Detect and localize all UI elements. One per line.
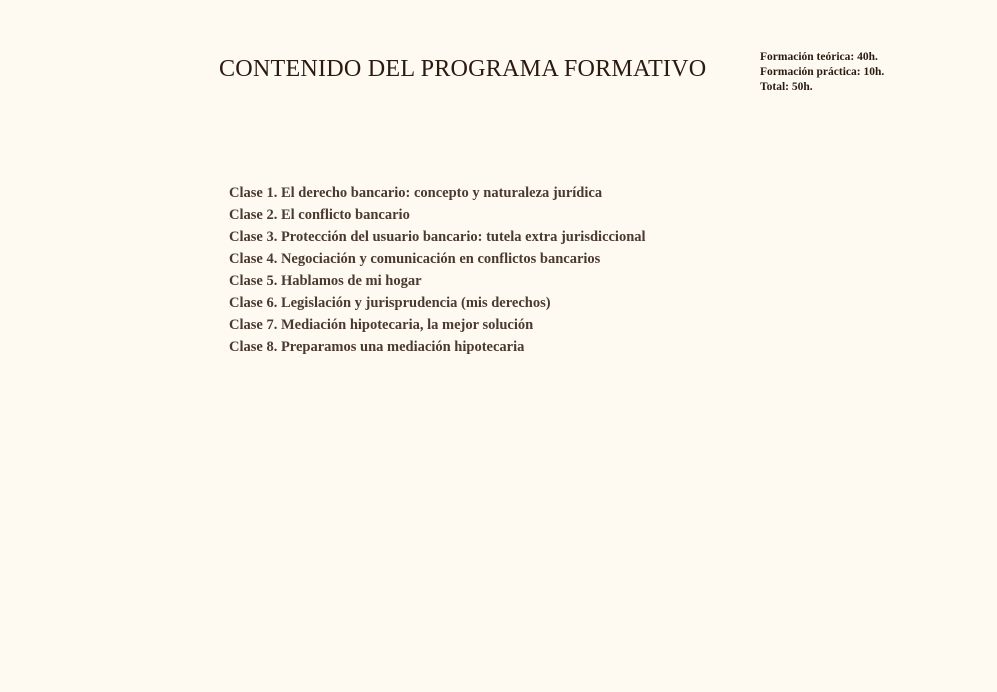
practice-hours: Formación práctica: 10h.: [760, 66, 885, 78]
class-item-6: Clase 6. Legislación y jurisprudencia (mis derechos): [229, 295, 551, 311]
total-hours: Total: 50h.: [760, 81, 813, 93]
hours-summary: [760, 50, 884, 95]
theory-hours: Formación teórica: 40h.: [760, 51, 878, 63]
class-item-1: Clase 1. El derecho bancario: concepto y naturaleza jurídica: [229, 185, 603, 201]
class-item-5: Clase 5. Hablamos de mi hogar: [229, 273, 422, 289]
class-item-4: Clase 4. Negociación y comunicación en conflictos bancarios: [229, 251, 601, 267]
page-title: CONTENIDO DEL PROGRAMA FORMATIVO: [219, 55, 707, 82]
class-item-3: Clase 3. Protección del usuario bancario: tutela extra jurisdiccional: [229, 229, 646, 245]
class-item-7: Clase 7. Mediación hipotecaria, la mejor solución: [229, 317, 534, 333]
class-item-2: Clase 2. El conflicto bancario: [229, 207, 410, 223]
class-item-8: Clase 8. Preparamos una mediación hipotecaria: [229, 339, 525, 355]
class-list: [229, 182, 646, 358]
